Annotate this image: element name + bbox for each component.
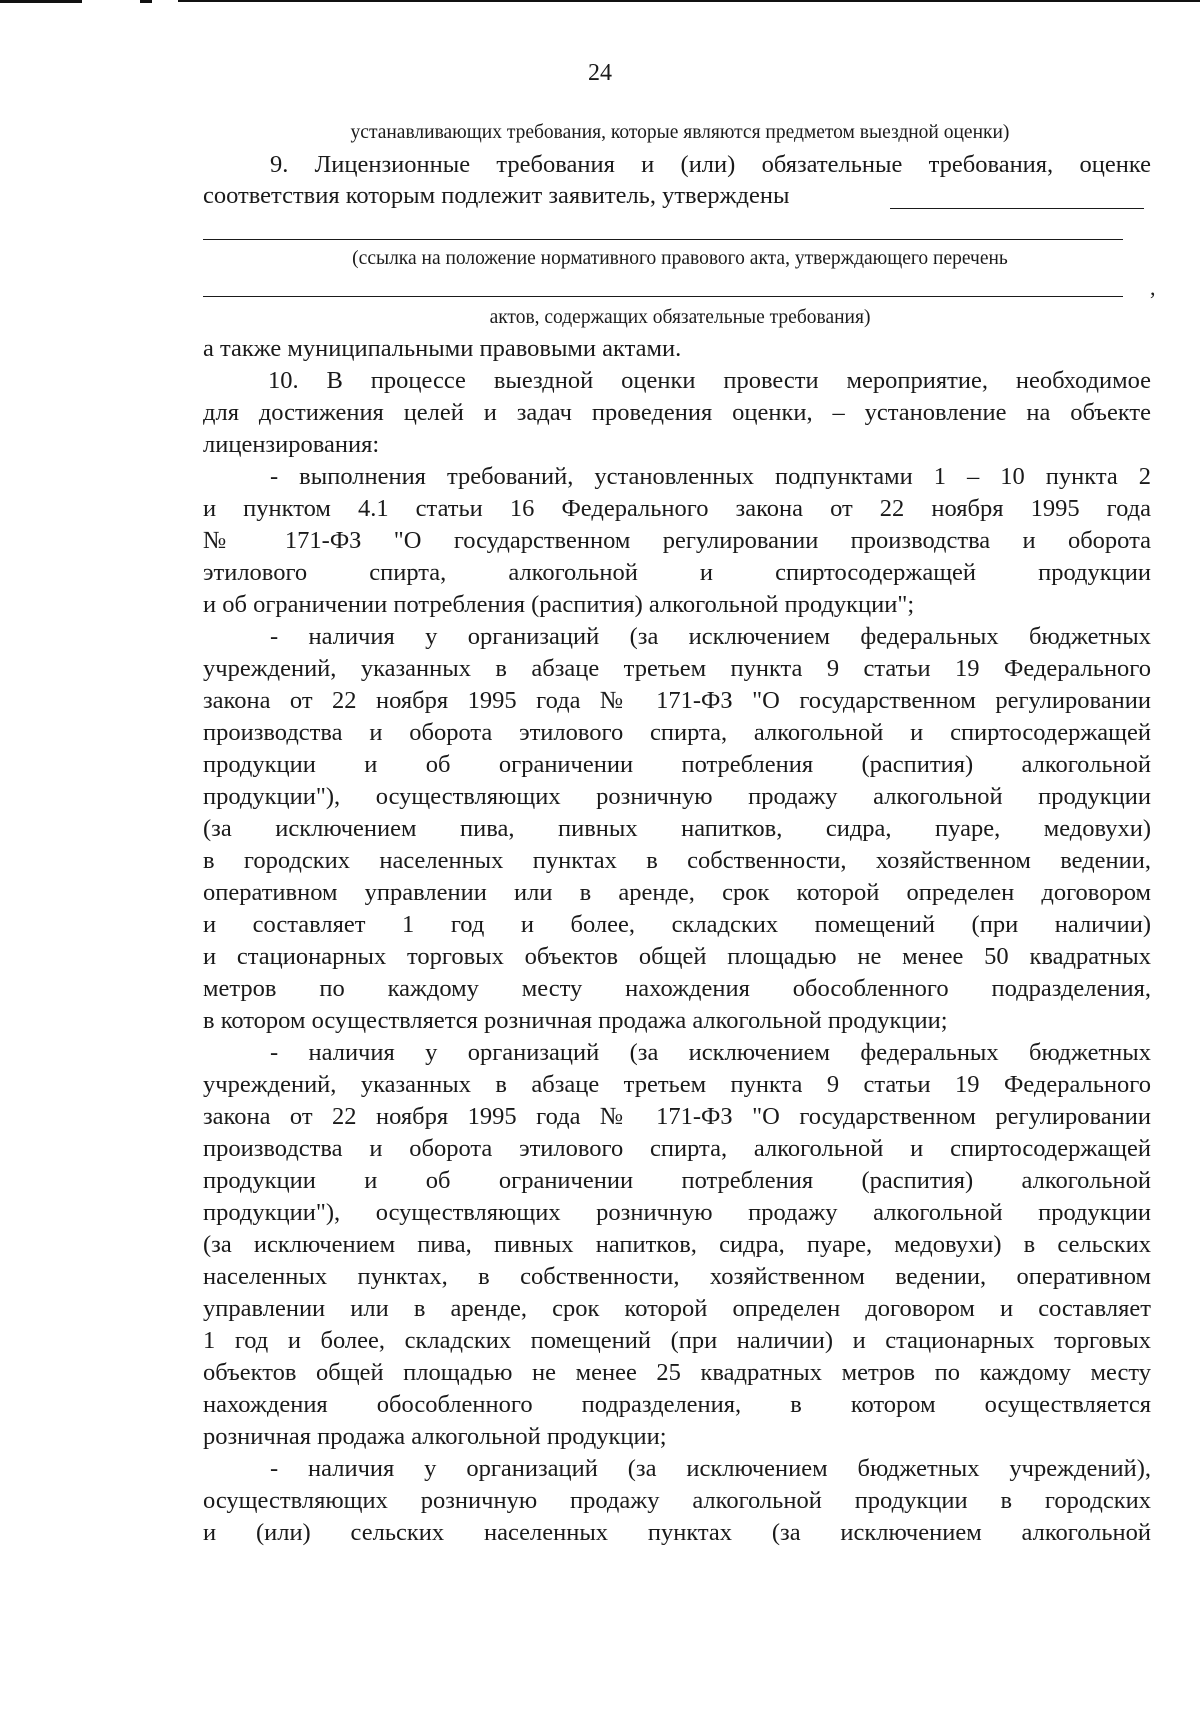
bullet3-line: продукции и об ограничении потребления (распития) алкогольной [203,1167,1151,1194]
caption-acts: актов, содержащих обязательные требования) [489,307,871,328]
item9-line: а также муниципальными правовыми актами. [203,335,682,362]
bullet3-line: населенных пунктах, в собственности, хозяйственном ведении, оперативном [203,1263,1151,1290]
bullet2-line: метров по каждому месту нахождения обособленного подразделения, [203,975,1151,1002]
item9-line: 9. Лицензионные требования и (или) обязательные требования, оценке [270,151,1151,178]
bullet1-line: и об ограничении потребления (распития) алкогольной продукции"; [203,591,915,618]
bullet2-line: в котором осуществляется розничная продажа алкогольной продукции; [203,1007,948,1034]
bullet3-line: нахождения обособленного подразделения, в котором осуществляется [203,1391,1151,1418]
comma-mark: , [1150,275,1156,300]
bullet3-line: производства и оборота этилового спирта, алкогольной и спиртосодержащей [203,1135,1151,1162]
bullet4-line: осуществляющих розничную продажу алкогольной продукции в городских [203,1487,1151,1514]
item9-line: соответствия которым подлежит заявитель, утверждены [203,182,790,209]
bullet4-line: - наличия у организаций (за исключением бюджетных учреждений), [270,1455,1151,1482]
item10-line: для достижения целей и задач проведения оценки, – установление на объекте [203,399,1151,426]
bullet1-line: - выполнения требований, установленных подпунктами 1 – 10 пункта 2 [270,463,1151,490]
bullet3-line: объектов общей площадью не менее 25 квадратных метров по каждому месту [203,1359,1151,1386]
bullet3-line: учреждений, указанных в абзаце третьем пункта 9 статьи 19 Федерального [203,1071,1151,1098]
bullet2-line: - наличия у организаций (за исключением федеральных бюджетных [270,623,1151,650]
fill-in-line [203,239,1123,240]
caption-requirements-source: устанавливающих требования, которые являются предметом выездной оценки) [350,122,1010,143]
bullet3-line: закона от 22 ноября 1995 года № 171-ФЗ "О государственном регулировании [203,1103,1151,1130]
bullet3-line: - наличия у организаций (за исключением федеральных бюджетных [270,1039,1151,1066]
bullet2-line: и составляет 1 год и более, складских помещений (при наличии) [203,911,1151,938]
bullet3-line: 1 год и более, складских помещений (при наличии) и стационарных торговых [203,1327,1151,1354]
bullet3-line: управлении или в аренде, срок которой определен договором и составляет [203,1295,1151,1322]
scan-edge-mark [0,0,82,3]
fill-in-line [890,208,1144,209]
bullet2-line: оперативном управлении или в аренде, срок которой определен договором [203,879,1151,906]
bullet1-line: № 171-ФЗ "О государственном регулировании производства и оборота [203,527,1151,554]
item10-line: 10. В процессе выездной оценки провести мероприятие, необходимое [268,367,1151,394]
bullet2-line: продукции"), осуществляющих розничную продажу алкогольной продукции [203,783,1151,810]
bullet2-line: и стационарных торговых объектов общей площадью не менее 50 квадратных [203,943,1151,970]
bullet3-line: (за исключением пива, пивных напитков, сидра, пуаре, медовухи) в сельских [203,1231,1151,1258]
bullet1-line: этилового спирта, алкогольной и спиртосодержащей продукции [203,559,1151,586]
scan-edge-mark [140,0,152,3]
bullet2-line: учреждений, указанных в абзаце третьем пункта 9 статьи 19 Федерального [203,655,1151,682]
bullet3-line: розничная продажа алкогольной продукции; [203,1423,667,1450]
caption-reference: (ссылка на положение нормативного правового акта, утверждающего перечень [352,248,1008,269]
bullet2-line: закона от 22 ноября 1995 года № 171-ФЗ "О государственном регулировании [203,687,1151,714]
fill-in-line [203,296,1123,297]
bullet2-line: в городских населенных пунктах в собственности, хозяйственном ведении, [203,847,1151,874]
bullet1-line: и пунктом 4.1 статьи 16 Федерального закона от 22 ноября 1995 года [203,495,1151,522]
item10-line: лицензирования: [203,431,380,458]
bullet2-line: продукции и об ограничении потребления (распития) алкогольной [203,751,1151,778]
bullet4-line: и (или) сельских населенных пунктах (за исключением алкогольной [203,1519,1151,1546]
scan-edge-mark [178,0,1200,2]
bullet3-line: продукции"), осуществляющих розничную продажу алкогольной продукции [203,1199,1151,1226]
bullet2-line: производства и оборота этилового спирта, алкогольной и спиртосодержащей [203,719,1151,746]
page-number: 24 [588,60,612,86]
bullet2-line: (за исключением пива, пивных напитков, сидра, пуаре, медовухи) [203,815,1151,842]
